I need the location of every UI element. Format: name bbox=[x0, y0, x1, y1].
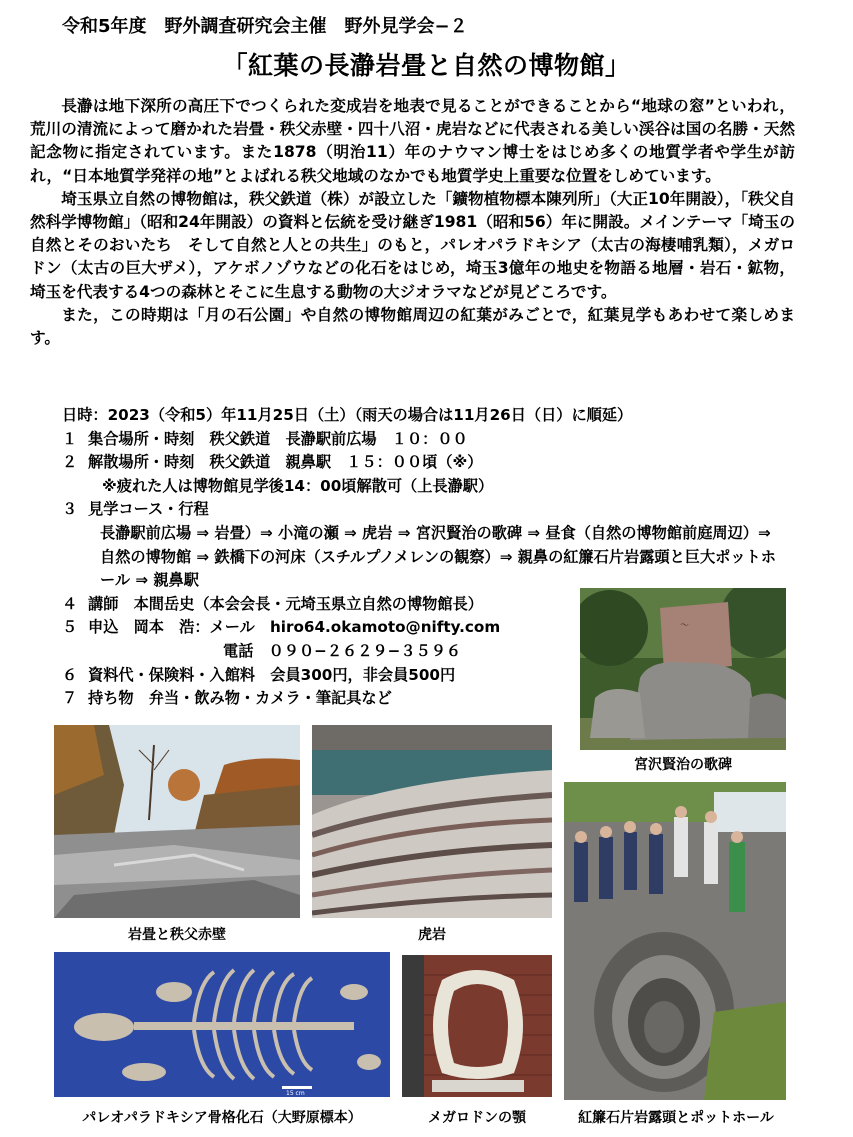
paleo-image bbox=[54, 952, 390, 1097]
toraiwa-image bbox=[312, 725, 552, 918]
item-number: ５ bbox=[62, 618, 78, 637]
monument-photo bbox=[580, 588, 786, 750]
caption-monument: 宮沢賢治の歌碑 bbox=[634, 757, 732, 773]
detail-phone: 電話 ０９０−２６２９−３５９６ bbox=[223, 641, 462, 660]
event-header: 令和5年度 野外調査研究会主催 野外見学会−２ bbox=[62, 16, 468, 37]
item-text: 見学コース・行程 bbox=[88, 500, 209, 519]
caption-potthole: 紅簾石片岩露頭とポットホール bbox=[578, 1110, 774, 1126]
toraiwa-photo bbox=[312, 725, 552, 918]
intro-paragraph: 埼玉県立自然の博物館は，秩父鉄道（株）が設立した「鑛物植物標本陳列所」（大正10年開設），「秩父自然科学博物館」（昭和24年開設）の資料と伝統を受け継ぎ1981（昭和56）年に開設。メインテーマ「埼玉の自然とそのおいたち そして自然と人との共生」のもと，パレオパラドキシア（太古の海棲哺乳類），メガロドン（太古の巨大ザメ），アケボノゾウなどの化石をはじめ，埼玉3億年の地史を物語る地層・岩石・鉱物，埼玉を代表する4つの森林とそこに生息する動物の大ジオラマなどが見どころです。 bbox=[30, 189, 795, 301]
item-number: ２ bbox=[62, 453, 78, 472]
item-text: 資料代・保険料・入館料 会員300円，非会員500円 bbox=[88, 665, 456, 684]
item-number: ７ bbox=[62, 689, 78, 708]
monument-image bbox=[580, 588, 786, 750]
item-number: ４ bbox=[62, 594, 78, 613]
item-text: 申込 岡本 浩：メール hiro64.okamoto@nifty.com bbox=[88, 618, 501, 637]
detail-item bbox=[62, 428, 782, 452]
detail-item bbox=[62, 498, 782, 522]
detail-note: ※疲れた人は博物館見学後14：00頃解散可（上長瀞駅） bbox=[102, 476, 494, 495]
item-text: 持ち物 弁当・飲み物・カメラ・筆記具など bbox=[88, 689, 392, 708]
megalodon-photo bbox=[402, 955, 552, 1097]
item-number: １ bbox=[62, 429, 78, 448]
caption-toraiwa: 虎岩 bbox=[418, 927, 446, 943]
item-text: 解散場所・時刻 秩父鉄道 親鼻駅 １５：００頃（※） bbox=[88, 453, 483, 472]
megalodon-image bbox=[402, 955, 552, 1097]
svg-text:〜: 〜 bbox=[680, 621, 690, 631]
intro-text bbox=[30, 95, 795, 350]
page-title: 「紅葉の長瀞岩畳と自然の博物館」 bbox=[222, 51, 631, 80]
item-number: ６ bbox=[62, 665, 78, 684]
item-number: ３ bbox=[62, 500, 78, 519]
scale-label: 15 cm bbox=[286, 1090, 305, 1097]
item-text: 講師 本間岳史（本会会長・元埼玉県立自然の博物館長） bbox=[88, 594, 483, 613]
caption-megalodon: メガロドンの顎 bbox=[428, 1110, 526, 1126]
detail-item bbox=[62, 451, 782, 475]
caption-paleo: パレオパラドキシア骨格化石（大野原標本） bbox=[82, 1110, 362, 1126]
iwadatami-photo bbox=[54, 725, 300, 918]
course-route: 長瀞駅前広場 ⇒ 岩畳）⇒ 小滝の瀬 ⇒ 虎岩 ⇒ 宮沢賢治の歌碑 ⇒ 昼食（自然の博物館前庭周辺）⇒ 自然の博物館 ⇒ 鉄橋下の河床（スチルプノメレンの観察）⇒ 親鼻の紅簾石片岩露頭と巨大ポットホール ⇒ 親鼻駅 bbox=[100, 523, 776, 590]
caption-iwadatami: 岩畳と秩父赤壁 bbox=[128, 927, 226, 943]
intro-paragraph: また，この時期は「月の石公園」や自然の博物館周辺の紅葉がみごとで，紅葉見学もあわせて楽しめます。 bbox=[30, 305, 795, 348]
item-text: 集合場所・時刻 秩父鉄道 長瀞駅前広場 １０：００ bbox=[88, 429, 468, 448]
iwadatami-image bbox=[54, 725, 300, 918]
paleo-photo bbox=[54, 952, 390, 1097]
date-line: 日時：2023（令和5）年11月25日（土）（雨天の場合は11月26日（日）に順延） bbox=[62, 406, 633, 424]
intro-paragraph: 長瀞は地下深所の高圧下でつくられた変成岩を地表で見ることができることから“地球の窓”といわれ，荒川の清流によって磨かれた岩畳・秩父赤壁・四十八沼・虎岩などに代表される美しい渓谷は国の名勝・天然記念物に指定されています。また1878（明治11）年のナウマン博士をはじめ多くの地質学者や学生が訪れ，“日本地質学発祥の地”とよばれる秩父地域のなかでも地質学史上重要な位置をしめています。 bbox=[30, 97, 795, 185]
potthole-photo bbox=[564, 782, 786, 1100]
potthole-image bbox=[564, 782, 786, 1100]
